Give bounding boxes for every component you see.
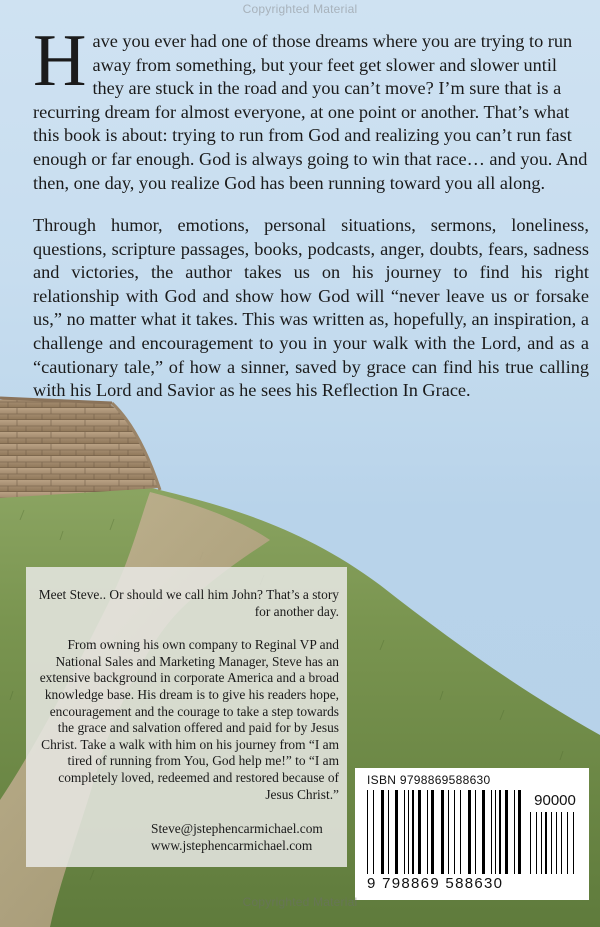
barcode-bar [514,790,515,874]
barcode-bar [536,812,537,874]
author-intro: Meet Steve.. Or should we call him John? That’s a story for another day. [38,587,339,619]
isbn-label: ISBN 9798869588630 [367,773,491,787]
barcode-bar [460,790,461,874]
barcode-bar [418,790,421,874]
barcode-bar [530,812,531,874]
barcode-bar [561,812,562,874]
barcode-bar [505,790,508,874]
barcode-addon-number: 90000 [534,792,576,809]
barcode-bar [381,790,384,874]
author-bio: From owning his own company to Reginal VP and National Sales and Marketing Manager, Steve has an extensive background in corporate America and a broad knowledge base. His dream is to give his readers hope, encouragement and the courage to take a step towards the grace and salvation offered and paid for by Jesus Christ. Take a walk with him on his journey from “I am tired of running from You, God help me!” to “I am completely loved, redeemed and restored because of Jesus Christ.” [39,637,339,802]
watermark-bottom: Copyrighted Material [242,895,358,909]
watermark-top: Copyrighted Material [242,2,358,16]
barcode-bar [427,790,428,874]
barcode-bar [412,790,414,874]
drop-cap: H [33,20,87,102]
barcode-bar [373,790,374,874]
author-email[interactable]: Steve@jstephencarmichael.com [151,821,323,837]
barcode-addon-bars [530,812,580,874]
barcode-bar [551,812,552,874]
barcode-bar [431,790,434,874]
barcode-bar [448,790,449,874]
barcode-bar [482,790,485,874]
barcode-bar [388,790,389,874]
barcode-bar [454,790,455,874]
barcode-bar [541,812,542,874]
barcode-bar [567,812,568,874]
barcode-bar [495,790,496,874]
book-description: Through humor, emotions, personal situations, sermons, loneliness, questions, scripture passages, books, podcasts, anger, doubts, fears, sadness and victories, the author takes us on his journey to find his right relationship with God and show how God will “never leave us or forsake us,” no matter what it takes. This was written as, hopefully, an inspiration, a challenge and encouragement to you in your walk with the Lord, and as a “cautionary tale,” of how a sinner, saved by grace can find his true calling with his Lord and Savior as he sees his Reflection In Grace. [33,215,589,401]
barcode-bar [468,790,471,874]
barcode-bar [441,790,444,874]
barcode-bar [395,790,398,874]
intro-paragraph [33,20,589,195]
barcode-bar [404,790,405,874]
author-contact [36,821,339,854]
barcode-bar [556,812,557,874]
author-website[interactable]: www.jstephencarmichael.com [151,837,313,853]
barcode-bar [408,790,409,874]
barcode-bar [545,812,547,874]
barcode-bar [367,790,368,874]
barcode-digits: 9 798869 588630 [367,875,504,892]
author-bio-box [26,567,347,867]
intro-text: ave you ever had one of those dreams where you are trying to run away from something, but your feet get slower and slower until they are stuck in the road and you can’t move? I’m sure that is a recurring dream for almost everyone, at one point or another. That’s what this book is about: trying to run from God and realizing you can’t run fast enough or far enough. God is always going to win that race… and you. And then, one day, you realize God has been running toward you all along. [33,31,588,193]
barcode-bar [499,790,501,874]
isbn-barcode-box [355,768,589,900]
barcode-main-bars [367,790,525,874]
barcode-bar [491,790,492,874]
barcode-bar [518,790,521,874]
barcode-bar [475,790,476,874]
barcode-bar [573,812,574,874]
